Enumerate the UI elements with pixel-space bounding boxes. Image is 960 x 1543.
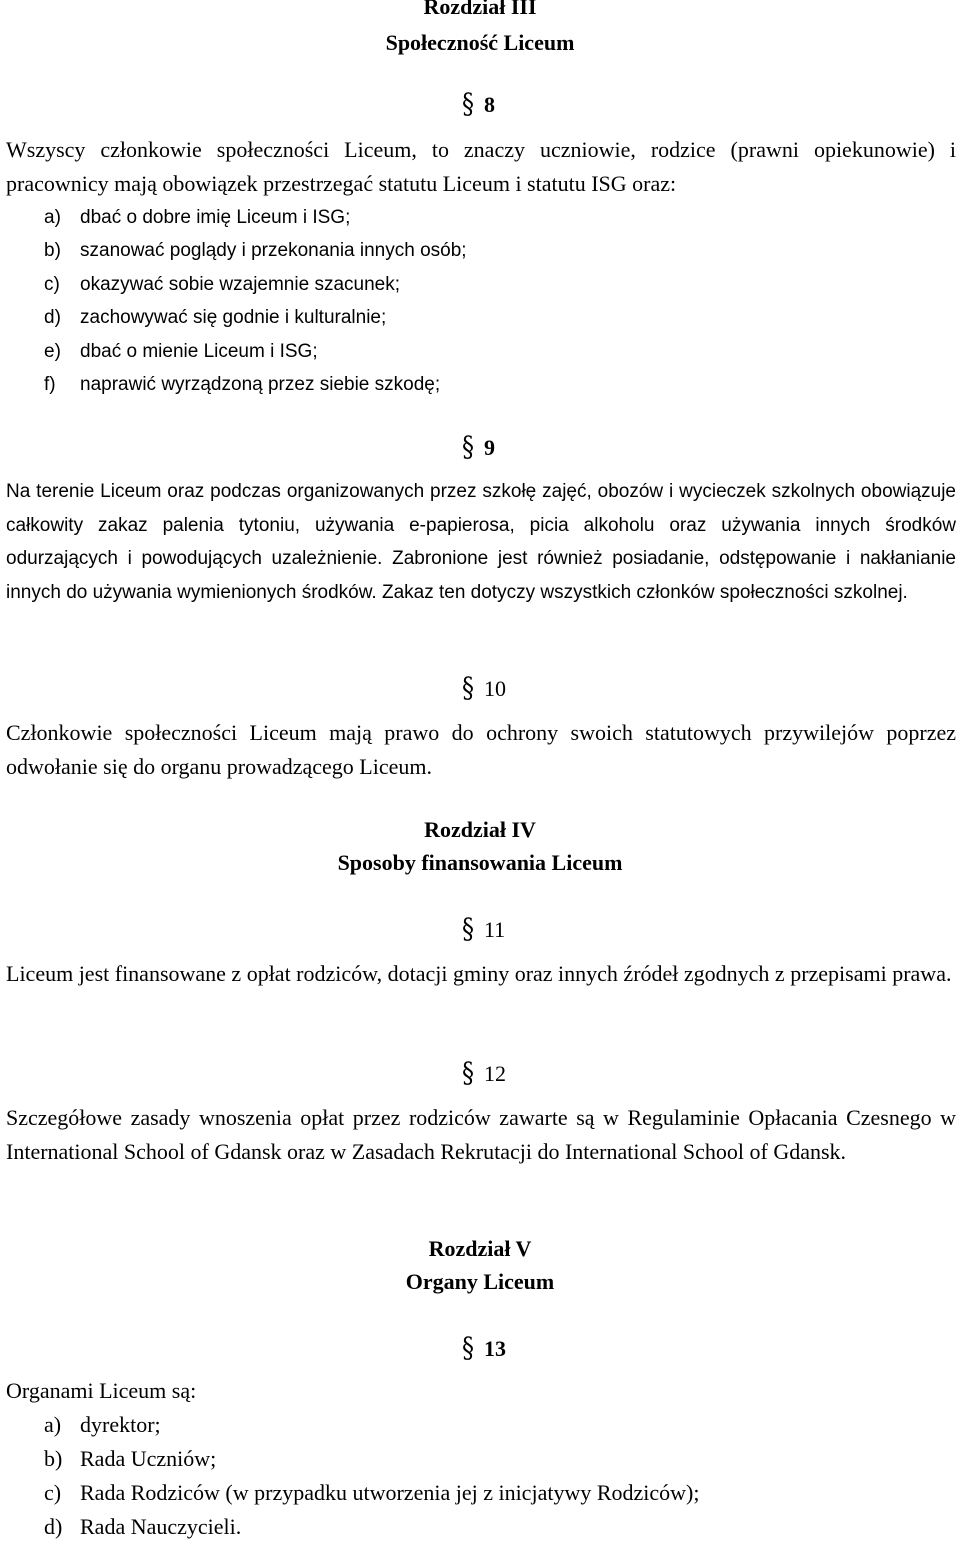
section-number: 10 [484, 676, 506, 701]
section-number: 12 [484, 1061, 506, 1086]
chapter-3-title: Społeczność Liceum [385, 30, 575, 55]
section-13-intro: Organami Liceum są: [6, 1378, 197, 1403]
list-item [44, 301, 386, 335]
list-item-label: b) [44, 1446, 63, 1471]
list-item-text: Rada Nauczycieli. [80, 1514, 242, 1539]
section-8-intro: Wszyscy członkowie społeczności Liceum, to znaczy uczniowie, rodzice (prawni opiekunowie) i pracownicy mają obowiązek przestrzegać statutu Liceum i statutu ISG oraz: [6, 137, 956, 196]
list-item-label: b) [44, 240, 61, 261]
chapter-5-title: Organy Liceum [405, 1269, 555, 1294]
section-13-heading [462, 1331, 506, 1365]
chapter-3-heading: Rozdział III [423, 0, 537, 19]
list-item [44, 1480, 699, 1506]
list-item [44, 335, 318, 369]
section-symbol: § [462, 87, 474, 121]
section-10-heading [462, 671, 506, 705]
section-8-heading [462, 87, 495, 121]
list-item-text: Rada Uczniów; [80, 1446, 217, 1471]
list-item-label: d) [44, 1514, 63, 1539]
chapter-4-title: Sposoby finansowania Liceum [337, 850, 623, 875]
list-item-text: naprawić wyrządzoną przez siebie szkodę; [80, 374, 441, 395]
list-item [44, 201, 350, 235]
section-12-heading [462, 1056, 506, 1090]
chapter-5-heading: Rozdział V [428, 1236, 532, 1261]
section-symbol: § [462, 671, 474, 705]
list-item-label: d) [44, 307, 61, 328]
list-item-label: c) [44, 274, 60, 295]
list-item-text: dbać o dobre imię Liceum i ISG; [80, 207, 351, 228]
list-item-label: e) [44, 341, 61, 362]
section-number: 9 [484, 435, 495, 460]
list-item [44, 1514, 241, 1540]
section-number: 11 [484, 917, 506, 942]
list-item-text: zachowywać się godnie i kulturalnie; [80, 307, 387, 328]
section-symbol: § [462, 912, 474, 946]
list-item [44, 1446, 216, 1472]
list-item-label: f) [44, 374, 56, 395]
section-number: 8 [484, 92, 495, 117]
list-item-text: szanować poglądy i przekonania innych osób; [80, 240, 467, 261]
section-11-heading [462, 912, 506, 946]
list-item-label: a) [44, 1412, 62, 1437]
list-item-text: Rada Rodziców (w przypadku utworzenia jej z inicjatywy Rodziców); [80, 1480, 700, 1505]
list-item [44, 234, 467, 268]
chapter-4-heading: Rozdział IV [424, 817, 536, 842]
section-11-text: Liceum jest finansowane z opłat rodziców, dotacji gminy oraz innych źródeł zgodnych z przepisami prawa. [6, 961, 952, 986]
section-9-text: Na terenie Liceum oraz podczas organizowanych przez szkołę zajęć, obozów i wycieczek szkolnych obowiązuje całkowity zakaz palenia tytoniu, używania e-papierosa, picia alkoholu oraz używania innych środków odurzających i powodujących uzależnienie. Zabronione jest również posiadanie, odstępowanie i nakłanianie innych do używania wymienionych środków. Zakaz ten dotyczy wszystkich członków społeczności szkolnej. [6, 481, 956, 603]
list-item-label: a) [44, 207, 61, 228]
section-10-text: Członkowie społeczności Liceum mają prawo do ochrony swoich statutowych przywilejów poprzez odwołanie się do organu prowadzącego Liceum. [6, 720, 956, 779]
list-item-text: okazywać sobie wzajemnie szacunek; [80, 274, 400, 295]
section-symbol: § [462, 1056, 474, 1090]
list-item [44, 1412, 161, 1438]
section-number: 13 [484, 1336, 506, 1361]
section-symbol: § [462, 430, 474, 464]
section-symbol: § [462, 1331, 474, 1365]
list-item-label: c) [44, 1480, 62, 1505]
list-item [44, 268, 400, 302]
list-item-text: dbać o mienie Liceum i ISG; [80, 341, 318, 362]
section-12-text: Szczegółowe zasady wnoszenia opłat przez rodziców zawarte są w Regulaminie Opłacania Czesnego w International School of Gdansk oraz w Zasadach Rekrutacji do International School of Gdansk. [6, 1105, 956, 1164]
list-item [44, 368, 440, 402]
section-9-heading [462, 430, 495, 464]
list-item-text: dyrektor; [80, 1412, 161, 1437]
